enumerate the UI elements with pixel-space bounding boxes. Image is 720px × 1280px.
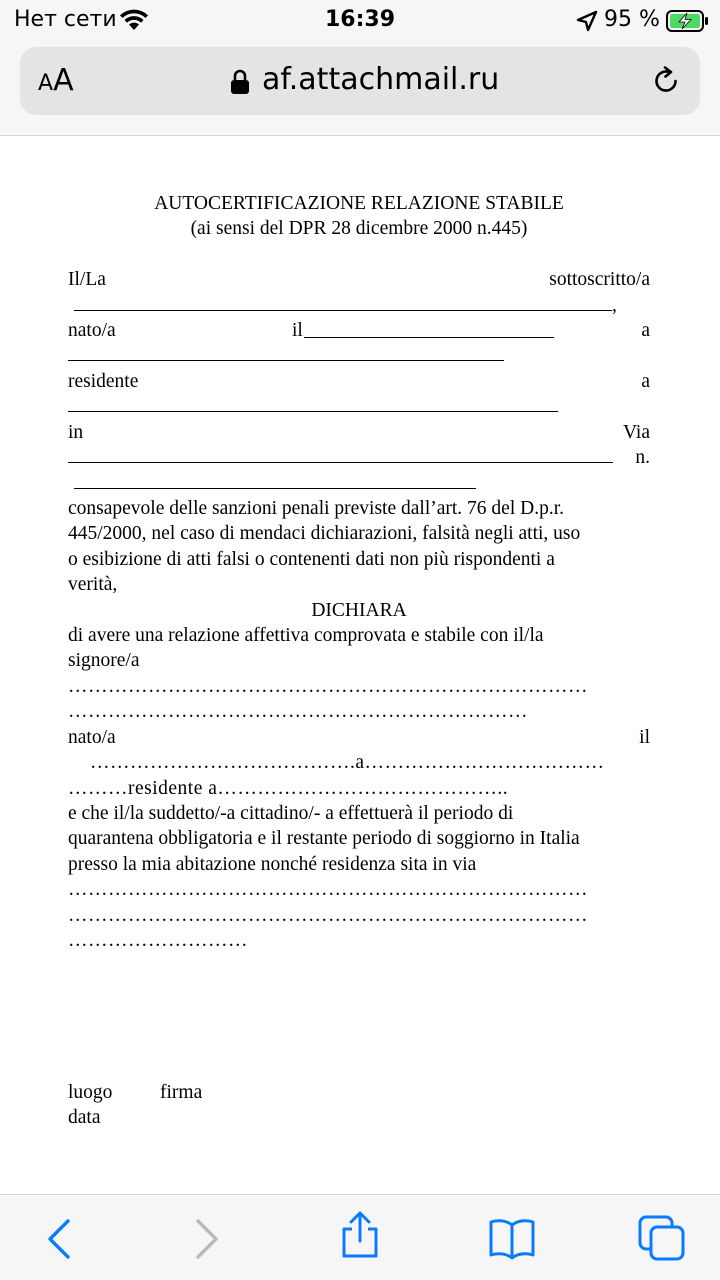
residente-row: residente a — [68, 371, 650, 392]
back-icon[interactable] — [44, 1217, 74, 1266]
lock-icon — [230, 69, 250, 100]
dots-line-2: …………………………………………………………… — [68, 701, 528, 722]
location-icon — [576, 10, 598, 37]
relazione-line-2: signore/a — [68, 650, 140, 671]
consapevole-line-4: verità, — [68, 574, 118, 595]
text-size-button[interactable]: AA — [38, 63, 74, 98]
clock: 16:39 — [324, 7, 396, 32]
url-text[interactable]: af.attachmail.ru — [262, 62, 500, 97]
document-page — [0, 137, 720, 1194]
dichiara-heading: DICHIARA — [311, 600, 407, 621]
luogo-label: luogo — [68, 1082, 113, 1103]
bookmarks-icon[interactable] — [488, 1217, 536, 1266]
cittadino-line-1: e che il/la suddetto/-a cittadino/- a effettuerà il periodo di — [68, 803, 514, 824]
name-blank-row: , — [68, 293, 650, 319]
forward-icon[interactable] — [192, 1217, 222, 1266]
number-blank-row — [68, 471, 650, 497]
share-icon[interactable] — [338, 1211, 382, 1264]
cittadino-line-2: quarantena obbligatoria e il restante periodo di soggiorno in Italia — [68, 828, 580, 849]
cittadino-line-3: presso la mia abitazione nonché residenza sita in via — [68, 854, 477, 875]
dots-line-4: …………………………………………………………………… — [68, 905, 588, 926]
browser-toolbar — [0, 1194, 720, 1280]
in-via-row: in Via — [68, 422, 650, 443]
status-bar — [0, 0, 720, 44]
carrier-label: Нет сети — [14, 7, 117, 32]
address-bar[interactable] — [20, 47, 700, 115]
battery-charging-icon — [666, 10, 710, 37]
browser-address-area — [0, 44, 720, 136]
dots-line-1: …………………………………………………………………… — [68, 676, 588, 697]
relazione-line-1: di avere una relazione affettiva comprovata e stabile con il/la — [68, 625, 544, 646]
nato-row-2: nato/a il — [68, 727, 650, 748]
dots-a-line: ………………………………….a……………………………… — [90, 752, 605, 773]
consapevole-line-2: 445/2000, nel caso di mendaci dichiarazioni, falsità negli atti, uso — [68, 523, 581, 544]
birthplace-blank-row — [68, 343, 650, 369]
nato-row: nato/a il a — [68, 320, 650, 341]
document-subtitle: (ai sensi del DPR 28 dicembre 2000 n.445) — [190, 218, 528, 239]
street-blank-row: n. — [68, 445, 650, 471]
luogo-firma-row — [68, 1080, 650, 1106]
firma-label: firma — [160, 1082, 203, 1103]
residence-blank-row — [68, 394, 650, 420]
consapevole-line-3: o esibizione di atti falsi o contenenti dati non più rispondenti a — [68, 549, 555, 570]
residente-dots-line: ………residente a…………………………………….. — [68, 778, 509, 799]
dots-line-3: …………………………………………………………………… — [68, 879, 588, 900]
dots-line-5: ……………………… — [68, 930, 248, 951]
tabs-icon[interactable] — [638, 1215, 686, 1266]
reload-icon[interactable] — [650, 65, 682, 102]
document-title: AUTOCERTIFICAZIONE RELAZIONE STABILE — [154, 193, 564, 214]
data-label: data — [68, 1107, 101, 1128]
consapevole-line-1: consapevole delle sanzioni penali previste dall’art. 76 del D.p.r. — [68, 498, 565, 519]
il-la-row: Il/La sottoscritto/a — [68, 269, 650, 290]
battery-percent: 95 % — [604, 7, 660, 32]
